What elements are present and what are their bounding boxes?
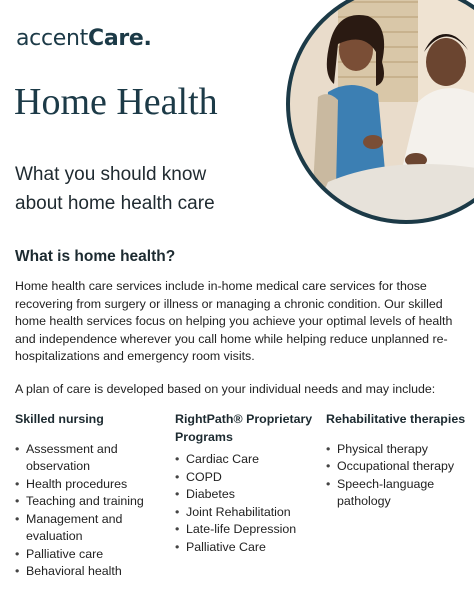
column-rightpath-programs: [175, 411, 325, 556]
page-title: Home Health: [14, 81, 218, 123]
accentcare-logo: [16, 26, 152, 51]
section-heading: What is home health?: [15, 248, 176, 265]
list-item: • Diabetes: [175, 486, 325, 504]
list-item: • Palliative care: [15, 546, 165, 564]
caregiver-photo: [268, 0, 474, 228]
list-item: • Speech-language pathology: [326, 476, 466, 511]
logo-dot: .: [143, 26, 152, 51]
list-item: • COPD: [175, 469, 325, 487]
column-skilled-nursing: [15, 411, 165, 581]
plan-paragraph: A plan of care is developed based on your individual needs and may include:: [15, 382, 436, 396]
logo-care: Care: [87, 26, 144, 51]
service-list: [15, 441, 165, 581]
list-item: • Occupational therapy: [326, 458, 466, 476]
intro-paragraph: Home health care services include in-home medical care services for those recovering from surgery or illness or managing a chronic condition. Our skilled home health services focus on helping you achieve your optimal levels of health and independence wherever you call home while helping reduce unplanned re-hospitalizations and emergency room visits.: [15, 279, 453, 363]
logo-accent: accent: [16, 26, 88, 51]
page-subtitle: What you should know about home health care: [15, 164, 215, 214]
list-item: • Teaching and training: [15, 493, 165, 511]
list-item: • Assessment and observation: [15, 441, 165, 476]
service-list: [326, 441, 466, 511]
column-rehabilitative-therapies: [326, 411, 466, 511]
service-list: [175, 451, 325, 556]
list-item: • Palliative Care: [175, 539, 325, 557]
list-item: • Management and evaluation: [15, 511, 165, 546]
column-heading: Rehabilitative therapies: [326, 412, 466, 426]
list-item: • Health procedures: [15, 476, 165, 494]
list-item: • Physical therapy: [326, 441, 466, 459]
column-heading: RightPath® Proprietary Programs: [175, 412, 313, 444]
list-item: • Late-life Depression: [175, 521, 325, 539]
list-item: • Behavioral health: [15, 563, 165, 581]
list-item: • Joint Rehabilitation: [175, 504, 325, 522]
list-item: • Cardiac Care: [175, 451, 325, 469]
column-heading: Skilled nursing: [15, 412, 104, 426]
